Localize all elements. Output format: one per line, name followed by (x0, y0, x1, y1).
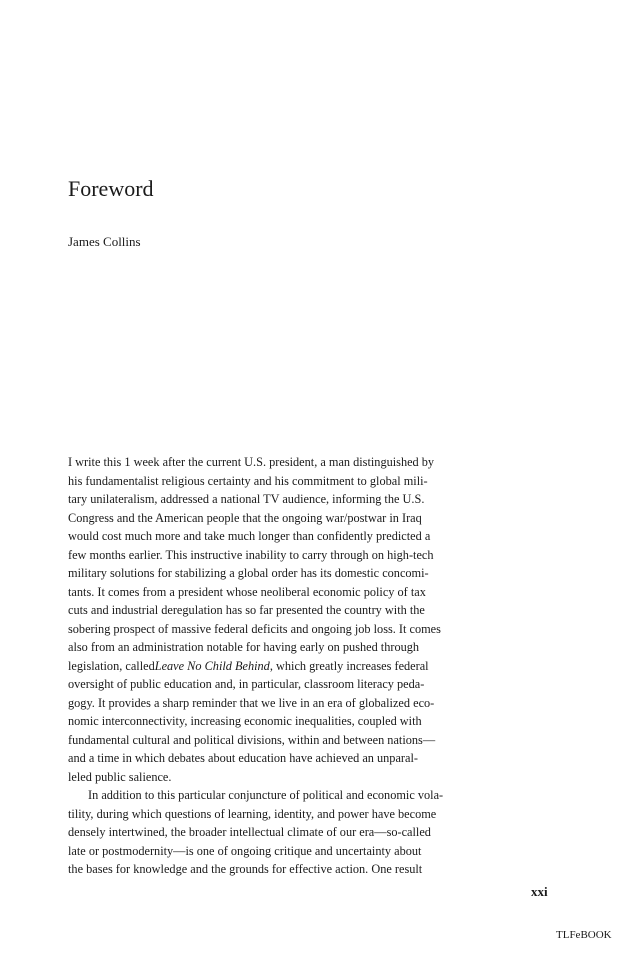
author-name: James Collins (68, 234, 141, 249)
text-line: sobering prospect of massive federal deficits and ongoing job loss. It comes (68, 621, 441, 636)
paragraph-1 (68, 453, 508, 786)
page-number: xxi (531, 884, 548, 899)
footer-watermark: TLFeBOOK (556, 929, 612, 941)
paragraph-2 (68, 786, 508, 879)
text-line: would cost much more and take much longer than confidently predicted a (68, 529, 431, 543)
text-line: also from an administration notable for having early on pushed through (68, 640, 420, 654)
text-line: and a time in which debates about education have achieved an unparal- (68, 751, 418, 765)
text-line: tary unilateralism, addressed a national TV audience, informing the U.S. (68, 492, 425, 506)
legislation-suffix: , which greatly increases federal (269, 658, 429, 673)
text-line: late or postmodernity—is one of ongoing critique and uncertainty about (68, 843, 422, 858)
text-line: the bases for knowledge and the grounds for effective action. One result (68, 862, 423, 876)
text-line: densely intertwined, the broader intellectual climate of our era—so-called (68, 825, 431, 839)
text-line: In addition to this particular conjuncture of political and economic vola- (88, 788, 444, 802)
chapter-title: Foreword (68, 176, 154, 201)
text-line: tants. It comes from a president whose neoliberal economic policy of tax (68, 584, 426, 599)
text-line: military solutions for stabilizing a global order has its domestic concomi- (68, 566, 429, 580)
text-line: fundamental cultural and political divisions, within and between nations— (68, 732, 436, 747)
text-line: cuts and industrial deregulation has so far presented the country with the (68, 603, 425, 617)
text-line: his fundamentalist religious certainty and his commitment to global mili- (68, 473, 428, 488)
text-line: I write this 1 week after the current U.S. president, a man distinguished by (68, 455, 435, 469)
text-line: oversight of public education and, in particular, classroom literacy peda- (68, 677, 425, 691)
text-line: nomic interconnectivity, increasing economic inequalities, coupled with (68, 714, 422, 728)
text-line: gogy. It provides a sharp reminder that we live in an era of globalized eco- (68, 695, 435, 710)
text-line: few months earlier. This instructive inability to carry through on high-tech (68, 547, 434, 562)
text-line: tility, during which questions of learning, identity, and power have become (68, 806, 437, 821)
legislation-title: Leave No Child Behind (154, 658, 270, 673)
text-line (68, 657, 508, 676)
legislation-prefix: legislation, called (68, 658, 155, 673)
text-line: Congress and the American people that the ongoing war/postwar in Iraq (68, 510, 422, 525)
text-line: leled public salience. (68, 769, 172, 784)
body-text (68, 453, 508, 879)
